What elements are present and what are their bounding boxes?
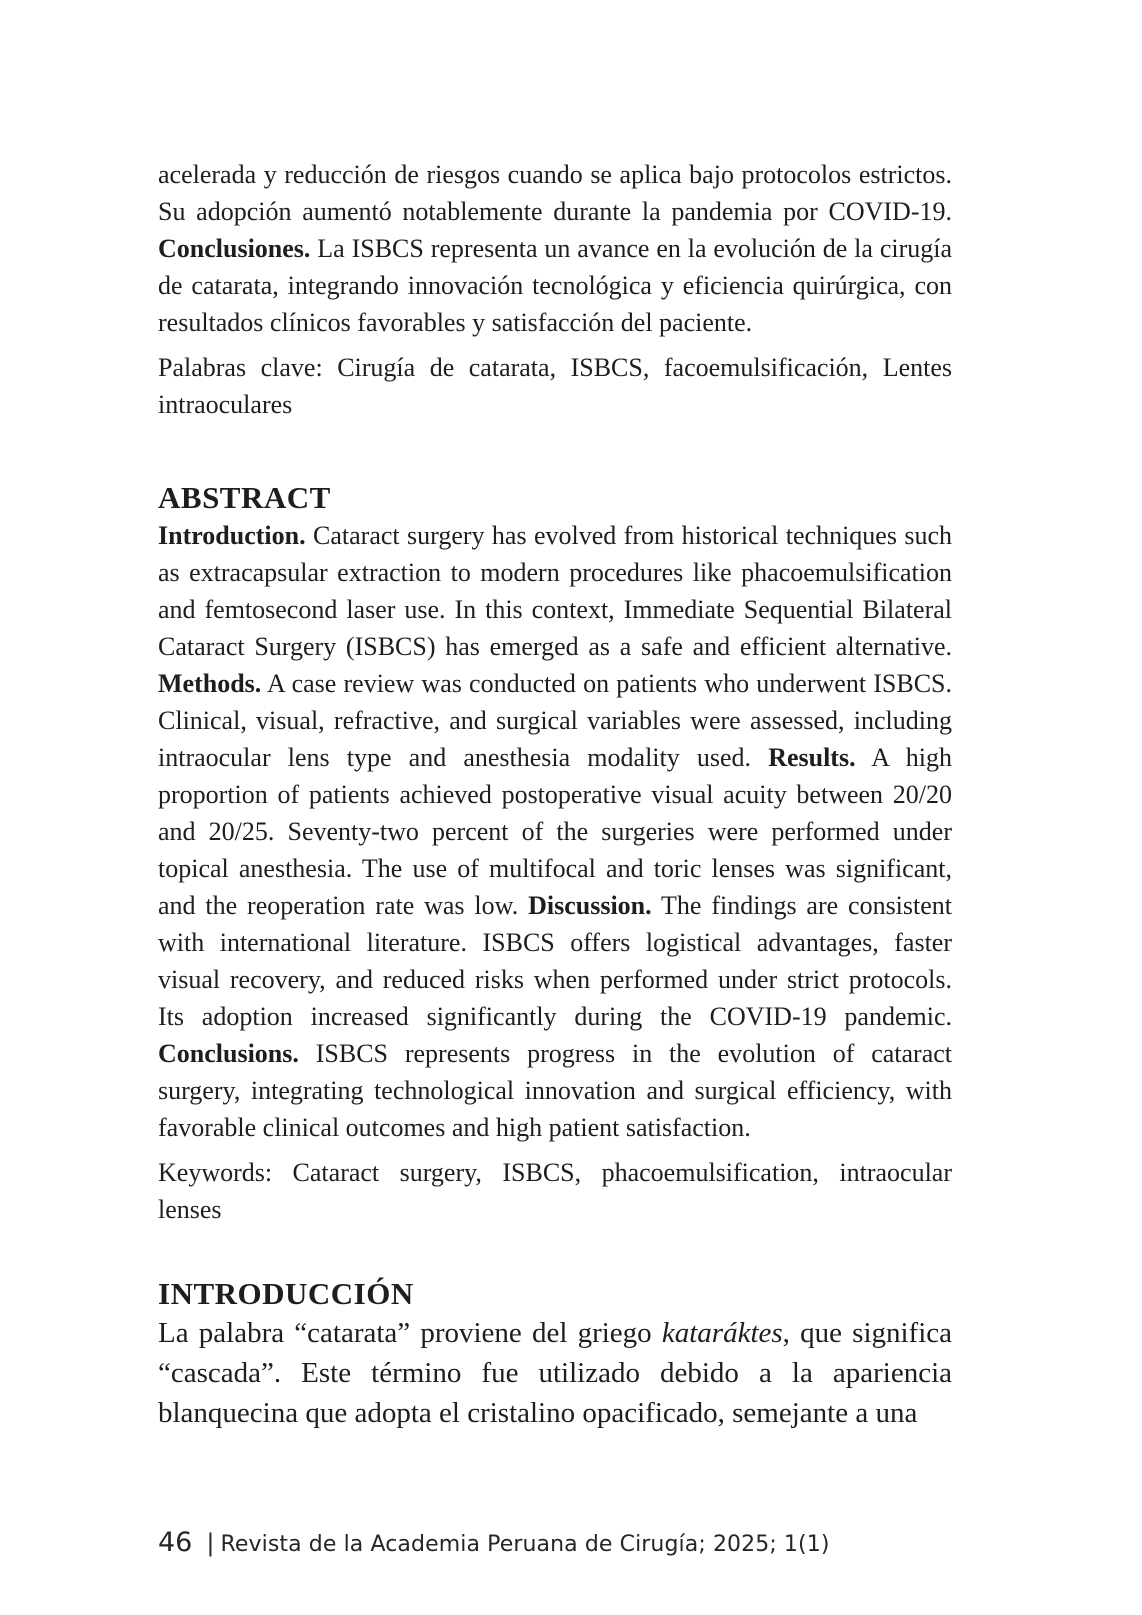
resumen-tail-paragraph [158, 156, 952, 341]
methods-label: Methods. [158, 669, 262, 698]
conclusions-label: Conclusions. [158, 1039, 299, 1068]
journal-citation: Revista de la Academia Peruana de Cirugía; 2025; 1(1) [220, 1532, 830, 1557]
abstract-paragraph [158, 517, 952, 1146]
conclusions-text: ISBCS represents progress in the evolution of cataract surgery, integrating technological innovation and surgical efficiency, with favorable clinical outcomes and high patient satisfaction. [158, 1039, 952, 1142]
results-text: A high proportion of patients achieved postoperative visual acuity between 20/20 and 20/25. Seventy-two percent of the surgeries were performed under topical anesthesia. The use of multifocal and toric lenses was significant, and the reoperation rate was low. [158, 743, 952, 920]
page-footer [158, 1527, 830, 1558]
introduccion-text-before: La palabra “catarata” proviene del griego [158, 1317, 652, 1349]
conclusiones-label: Conclusiones. [158, 234, 311, 263]
abstract-heading: ABSTRACT [158, 480, 331, 515]
methods-text: A case review was conducted on patients who underwent ISBCS. Clinical, visual, refractive, and surgical variables were assessed, including intraocular lens type and anesthesia modality used. [158, 669, 952, 772]
palabras-clave: Palabras clave: Cirugía de catarata, ISBCS, facoemulsificación, Lentes intraoculares [158, 353, 952, 419]
discussion-label: Discussion. [528, 891, 652, 920]
greek-word: kataráktes [661, 1317, 783, 1349]
introduction-text: Cataract surgery has evolved from historical techniques such as extracapsular extraction to modern procedures like phacoemulsification and femtosecond laser use. In this context, Immediate Sequential Bilateral Cataract Surgery (ISBCS) has emerged as a safe and efficient alternative. [158, 521, 952, 661]
keywords: Keywords: Cataract surgery, ISBCS, phacoemulsification, intraocular lenses [158, 1158, 952, 1224]
introduction-label: Introduction. [158, 521, 306, 550]
introduccion-text-after: , que significa “cascada”. Este término fue utilizado debido a la apariencia blanquecina que adopta el cristalino opacificado, semejante a una [158, 1317, 953, 1429]
footer-separator: | [206, 1529, 215, 1557]
page-number: 46 [158, 1527, 193, 1558]
introduccion-heading: INTRODUCCIÓN [158, 1276, 414, 1311]
conclusiones-text: La ISBCS representa un avance en la evolución de la cirugía de catarata, integrando innovación tecnológica y eficiencia quirúrgica, con resultados clínicos favorables y satisfacción del paciente. [158, 234, 953, 337]
results-label: Results. [768, 743, 856, 772]
resumen-tail-text: acelerada y reducción de riesgos cuando se aplica bajo protocolos estrictos. Su adopción aumentó notablemente durante la pandemia por COVID-19. [158, 160, 952, 226]
introduccion-paragraph [158, 1313, 952, 1433]
article-body [158, 156, 952, 1433]
discussion-text: The findings are consistent with international literature. ISBCS offers logistical advantages, faster visual recovery, and reduced risks when performed under strict protocols. Its adoption increased significantly during the COVID-19 pandemic. [158, 891, 953, 1031]
